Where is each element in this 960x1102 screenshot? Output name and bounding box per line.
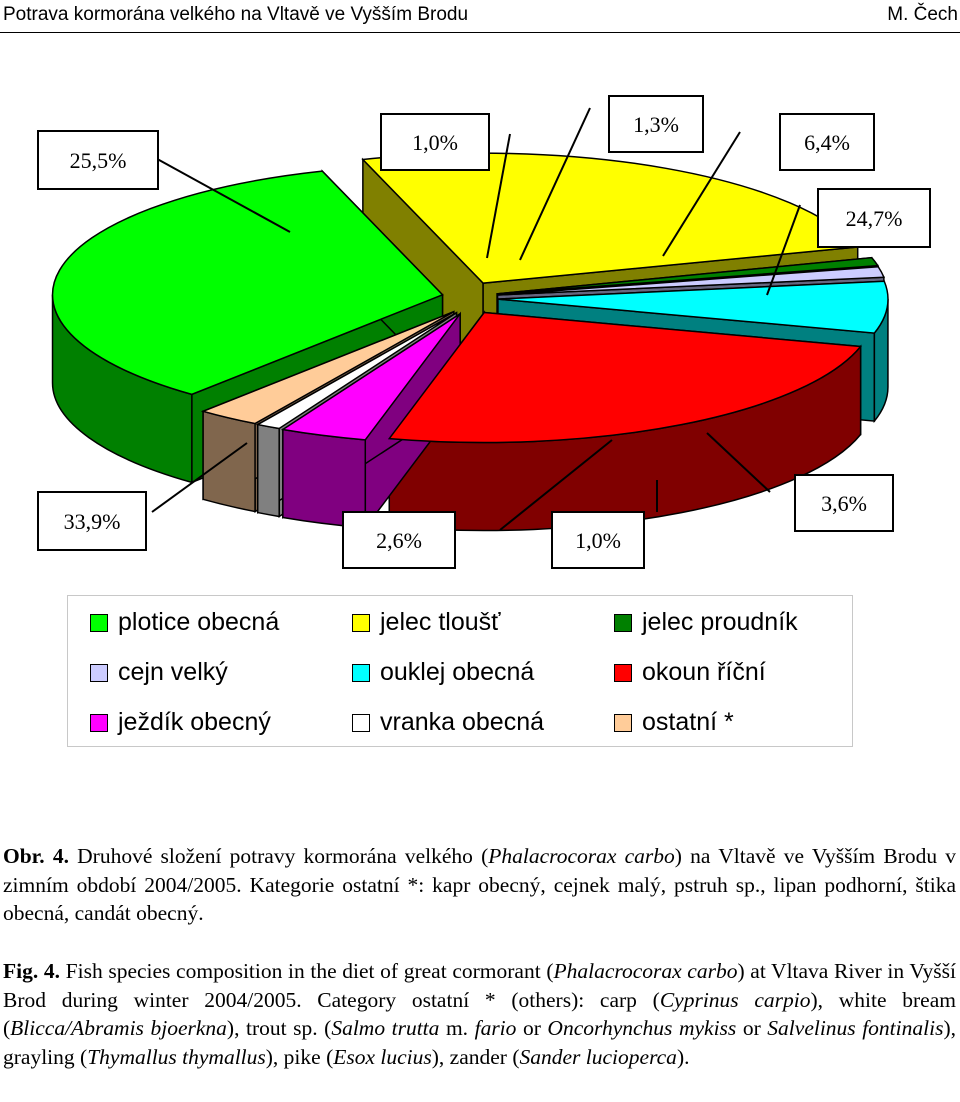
legend-label-jelec-proudnik: jelec proudník: [642, 608, 798, 636]
legend-swatch-vranka-obecna: [352, 714, 370, 732]
data-label-jelec-proudnik: 1,0%: [412, 130, 458, 155]
chart-legend: [67, 595, 853, 747]
legend-swatch-jezdik-obecny: [90, 714, 108, 732]
legend-label-okoun-ricni: okoun říční: [642, 658, 766, 686]
legend-swatch-plotice-obecna: [90, 614, 108, 632]
header-title: Potrava kormorána velkého na Vltavě ve Vyšším Brodu: [3, 4, 469, 25]
data-label-okoun-ricni: 24,7%: [845, 206, 903, 231]
data-label-plotice-obecna: 33,9%: [63, 509, 121, 534]
data-label-jezdik-obecny: 3,6%: [821, 491, 867, 516]
caption-english: Fig. 4. Fish species composition in the diet of great cormorant (Phalacrocorax carbo) at Vltava River in Vyšší Brod during winter 2004/2005. Category ostatní * (others): carp (Cyprinus carpio), white bream (Blicca/Abramis bjoerkna), trout sp. (Salmo trutta m. fario or Oncorhynchus mykiss or Salvelinus fontinalis), grayling (Thymallus thymallus), pike (Esox lucius), zander (Sander lucioperca).: [3, 959, 956, 1069]
data-label-vranka-obecna: 1,0%: [575, 528, 621, 553]
legend-label-jezdik-obecny: ježdík obecný: [118, 708, 271, 736]
legend-label-plotice-obecna: plotice obecná: [118, 608, 280, 636]
data-label-ouklej-obecna: 6,4%: [804, 130, 850, 155]
legend-swatch-ouklej-obecna: [352, 664, 370, 682]
legend-label-cejn-velky: cejn velký: [118, 658, 228, 686]
legend-swatch-ostatni: [614, 714, 632, 732]
caption-czech-label: Obr. 4.: [3, 844, 69, 868]
data-label-jelec-tloust: 25,5%: [69, 148, 127, 173]
pie-slices: [53, 153, 888, 530]
legend-label-ouklej-obecna: ouklej obecná: [380, 658, 535, 686]
data-label-cejn-velky: 1,3%: [633, 112, 679, 137]
legend-swatch-jelec-tloust: [352, 614, 370, 632]
caption-english-label: Fig. 4.: [3, 959, 60, 983]
caption-czech: Obr. 4. Druhové složení potravy kormorána velkého (Phalacrocorax carbo) na Vltavě ve Vyšším Brodu v zimním období 2004/2005. Kategorie ostatní *: kapr obecný, cejnek malý, pstruh sp., lipan podhorní, štika obecná, candát obecný.: [3, 844, 957, 925]
legend-label-vranka-obecna: vranka obecná: [380, 708, 545, 736]
data-label-ostatni: 2,6%: [376, 528, 422, 553]
legend-swatch-cejn-velky: [90, 664, 108, 682]
legend-swatch-jelec-proudnik: [614, 614, 632, 632]
legend-label-ostatni: ostatní *: [642, 708, 734, 736]
legend-swatch-okoun-ricni: [614, 664, 632, 682]
legend-label-jelec-tloust: jelec tloušť: [380, 608, 501, 636]
slice-wall-ostatni: [203, 411, 255, 511]
slice-wall-vranka-obecna: [258, 425, 279, 517]
header-author: M. Čech: [887, 4, 958, 25]
